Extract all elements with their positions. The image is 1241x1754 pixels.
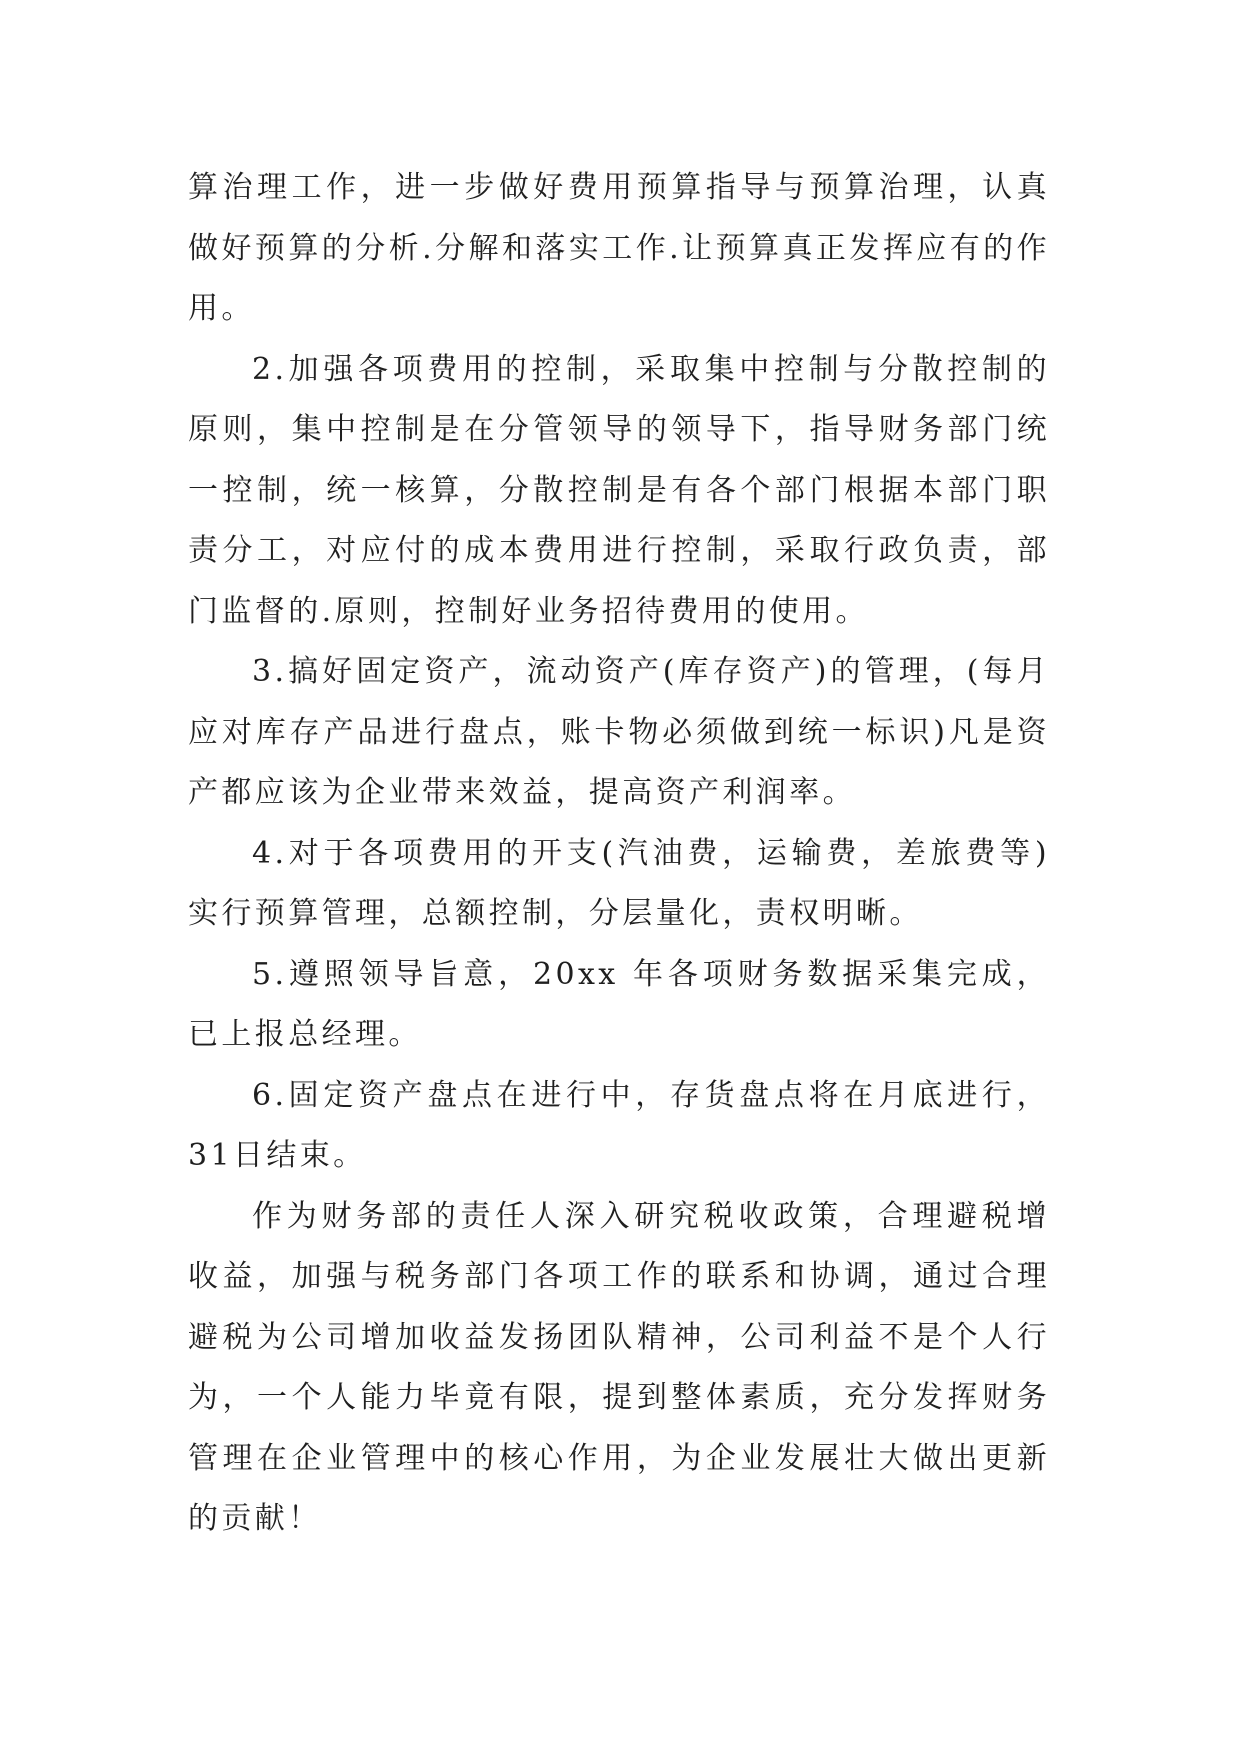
paragraph-item-6: 6.固定资产盘点在进行中，存货盘点将在月底进行，31日结束。 bbox=[188, 1077, 1050, 1173]
paragraph-budget-continuation: 算治理工作，进一步做好费用预算指导与预算治理，认真做好预算的分析.分解和落实工作.让预算真正发挥应有的作用。 bbox=[188, 170, 1050, 326]
paragraph-closing: 作为财务部的责任人深入研究税收政策，合理避税增收益，加强与税务部门各项工作的联系和协调，通过合理避税为公司增加收益发扬团队精神，公司利益不是个人行为，一个人能力毕竟有限，提到整体素质，充分发挥财务管理在企业管理中的核心作用，为企业发展壮大做出更新的贡献！ bbox=[188, 1198, 1050, 1536]
paragraph-item-3: 3.搞好固定资产，流动资产(库存资产)的管理，(每月应对库存产品进行盘点，账卡物必须做到统一标识)凡是资产都应该为企业带来效益，提高资产利润率。 bbox=[188, 654, 1050, 810]
paragraph-item-5: 5.遵照领导旨意，20xx 年各项财务数据采集完成，已上报总经理。 bbox=[188, 956, 1050, 1052]
paragraph-item-2: 2.加强各项费用的控制，采取集中控制与分散控制的原则，集中控制是在分管领导的领导下，指导财务部门统一控制，统一核算，分散控制是有各个部门根据本部门职责分工，对应付的成本费用进行控制，采取行政负责，部门监督的.原则，控制好业务招待费用的使用。 bbox=[188, 351, 1050, 629]
paragraph-item-4: 4.对于各项费用的开支(汽油费，运输费，差旅费等)实行预算管理，总额控制，分层量化，责权明晰。 bbox=[188, 835, 1050, 931]
document-body bbox=[188, 158, 1050, 1550]
